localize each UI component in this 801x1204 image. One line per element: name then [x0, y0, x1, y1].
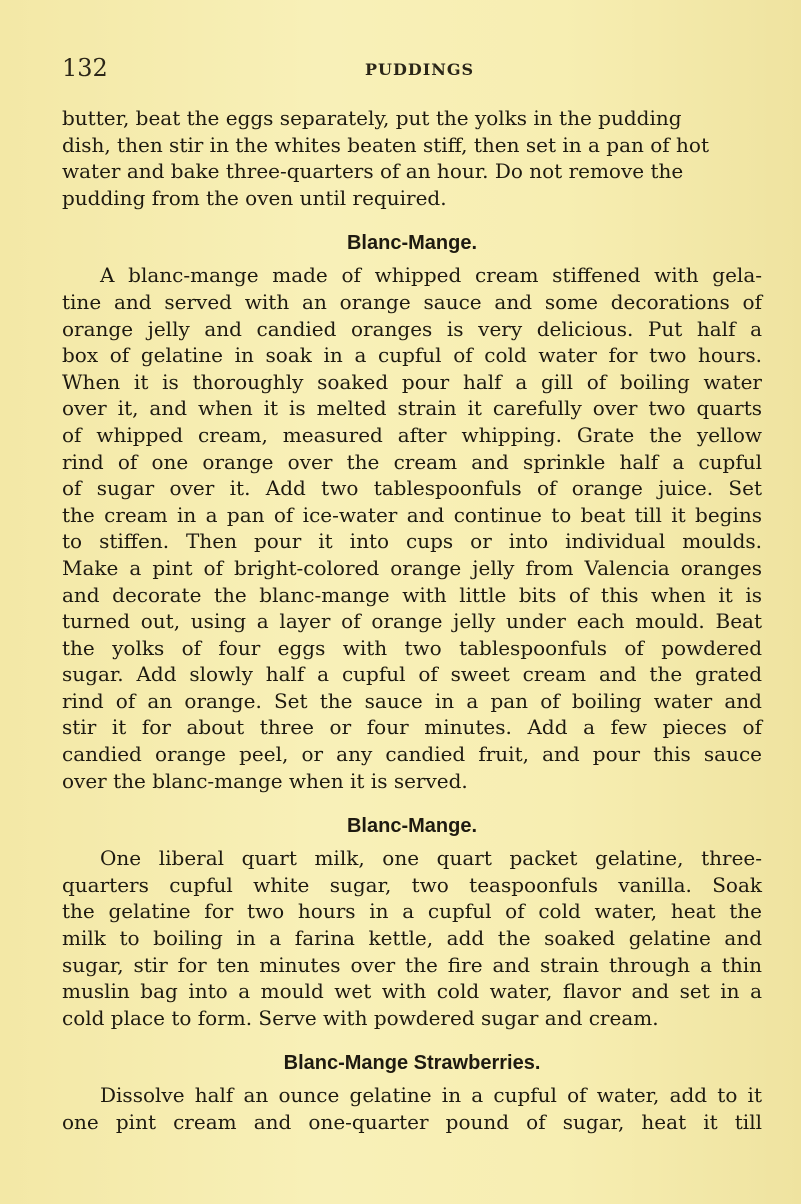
text-line: of whipped cream, measured after whipping. Grate the yellow [62, 422, 762, 447]
text-line: box of gelatine in soak in a cupful of cold water for two hours. [62, 343, 762, 368]
text-line: A blanc-mange made of whipped cream stiffened with gela- [100, 263, 762, 288]
section-heading: Blanc-Mange. [346, 232, 478, 255]
text-line: orange jelly and candied oranges is very delicious. Put half a [62, 316, 762, 341]
text-line: candied orange peel, or any candied fruit, and pour this sauce [62, 742, 762, 767]
text-line: over the blanc-mange when it is served. [62, 768, 468, 793]
text-line: rind of one orange over the cream and sprinkle half a cupful [62, 449, 762, 474]
page-body [62, 105, 762, 1136]
text-line: the cream in a pan of ice-water and continue to beat till it begins [62, 502, 762, 527]
recipe-paragraph [62, 262, 762, 794]
text-line: quarters cupful white sugar, two teaspoonfuls vanilla. Soak [62, 872, 762, 897]
text-line: water and bake three-quarters of an hour. Do not remove the [62, 159, 684, 184]
text-line: of sugar over it. Add two tablespoonfuls of orange juice. Set [62, 476, 762, 501]
text-line: turned out, using a layer of orange jelly under each mould. Beat [62, 609, 762, 634]
text-line: milk to boiling in a farina kettle, add the soaked gelatine and [62, 926, 762, 951]
text-line: and decorate the blanc-mange with little bits of this when it is [62, 582, 762, 607]
text-line: the gelatine for two hours in a cupful of cold water, heat the [62, 899, 762, 924]
text-line: rind of an orange. Set the sauce in a pan of boiling water and [62, 688, 762, 713]
text-line: muslin bag into a mould wet with cold water, flavor and set in a [62, 979, 762, 1004]
text-line: dish, then stir in the whites beaten stiff, then set in a pan of hot [62, 132, 710, 157]
text-line: Make a pint of bright-colored orange jelly from Valencia oranges [62, 555, 762, 580]
continuation-paragraph [62, 105, 762, 211]
recipe-paragraph [62, 1082, 762, 1135]
text-line: sugar, stir for ten minutes over the fire and strain through a thin [62, 952, 762, 977]
text-line: over it, and when it is melted strain it carefully over two quarts [62, 396, 762, 421]
text-line: cold place to form. Serve with powdered sugar and cream. [62, 1005, 659, 1030]
text-line: One liberal quart milk, one quart packet gelatine, three- [100, 846, 762, 871]
section-heading: Blanc-Mange. [346, 815, 478, 838]
text-line: stir it for about three or four minutes. Add a few pieces of [62, 715, 762, 740]
text-line: the yolks of four eggs with two tablespoonfuls of powdered [62, 635, 762, 660]
text-line: tine and served with an orange sauce and some decorations of [62, 289, 762, 314]
text-line: one pint cream and one-quarter pound of sugar, heat it till [62, 1110, 762, 1134]
text-line: to stiffen. Then pour it into cups or into individual moulds. [62, 529, 762, 554]
text-line: Dissolve half an ounce gelatine in a cupful of water, add to it [100, 1083, 762, 1108]
text-line: butter, beat the eggs separately, put the yolks in the pudding [62, 106, 682, 130]
page-number: 132 [62, 54, 108, 82]
running-title: PUDDINGS [365, 60, 475, 79]
text-line: sugar. Add slowly half a cupful of sweet cream and the grated [62, 662, 762, 687]
section-heading: Blanc-Mange Strawberries. [283, 1052, 541, 1075]
text-line: When it is thoroughly soaked pour half a gill of boiling water [62, 369, 762, 394]
text-line: pudding from the oven until required. [62, 185, 447, 210]
recipe-paragraph [62, 845, 762, 1031]
